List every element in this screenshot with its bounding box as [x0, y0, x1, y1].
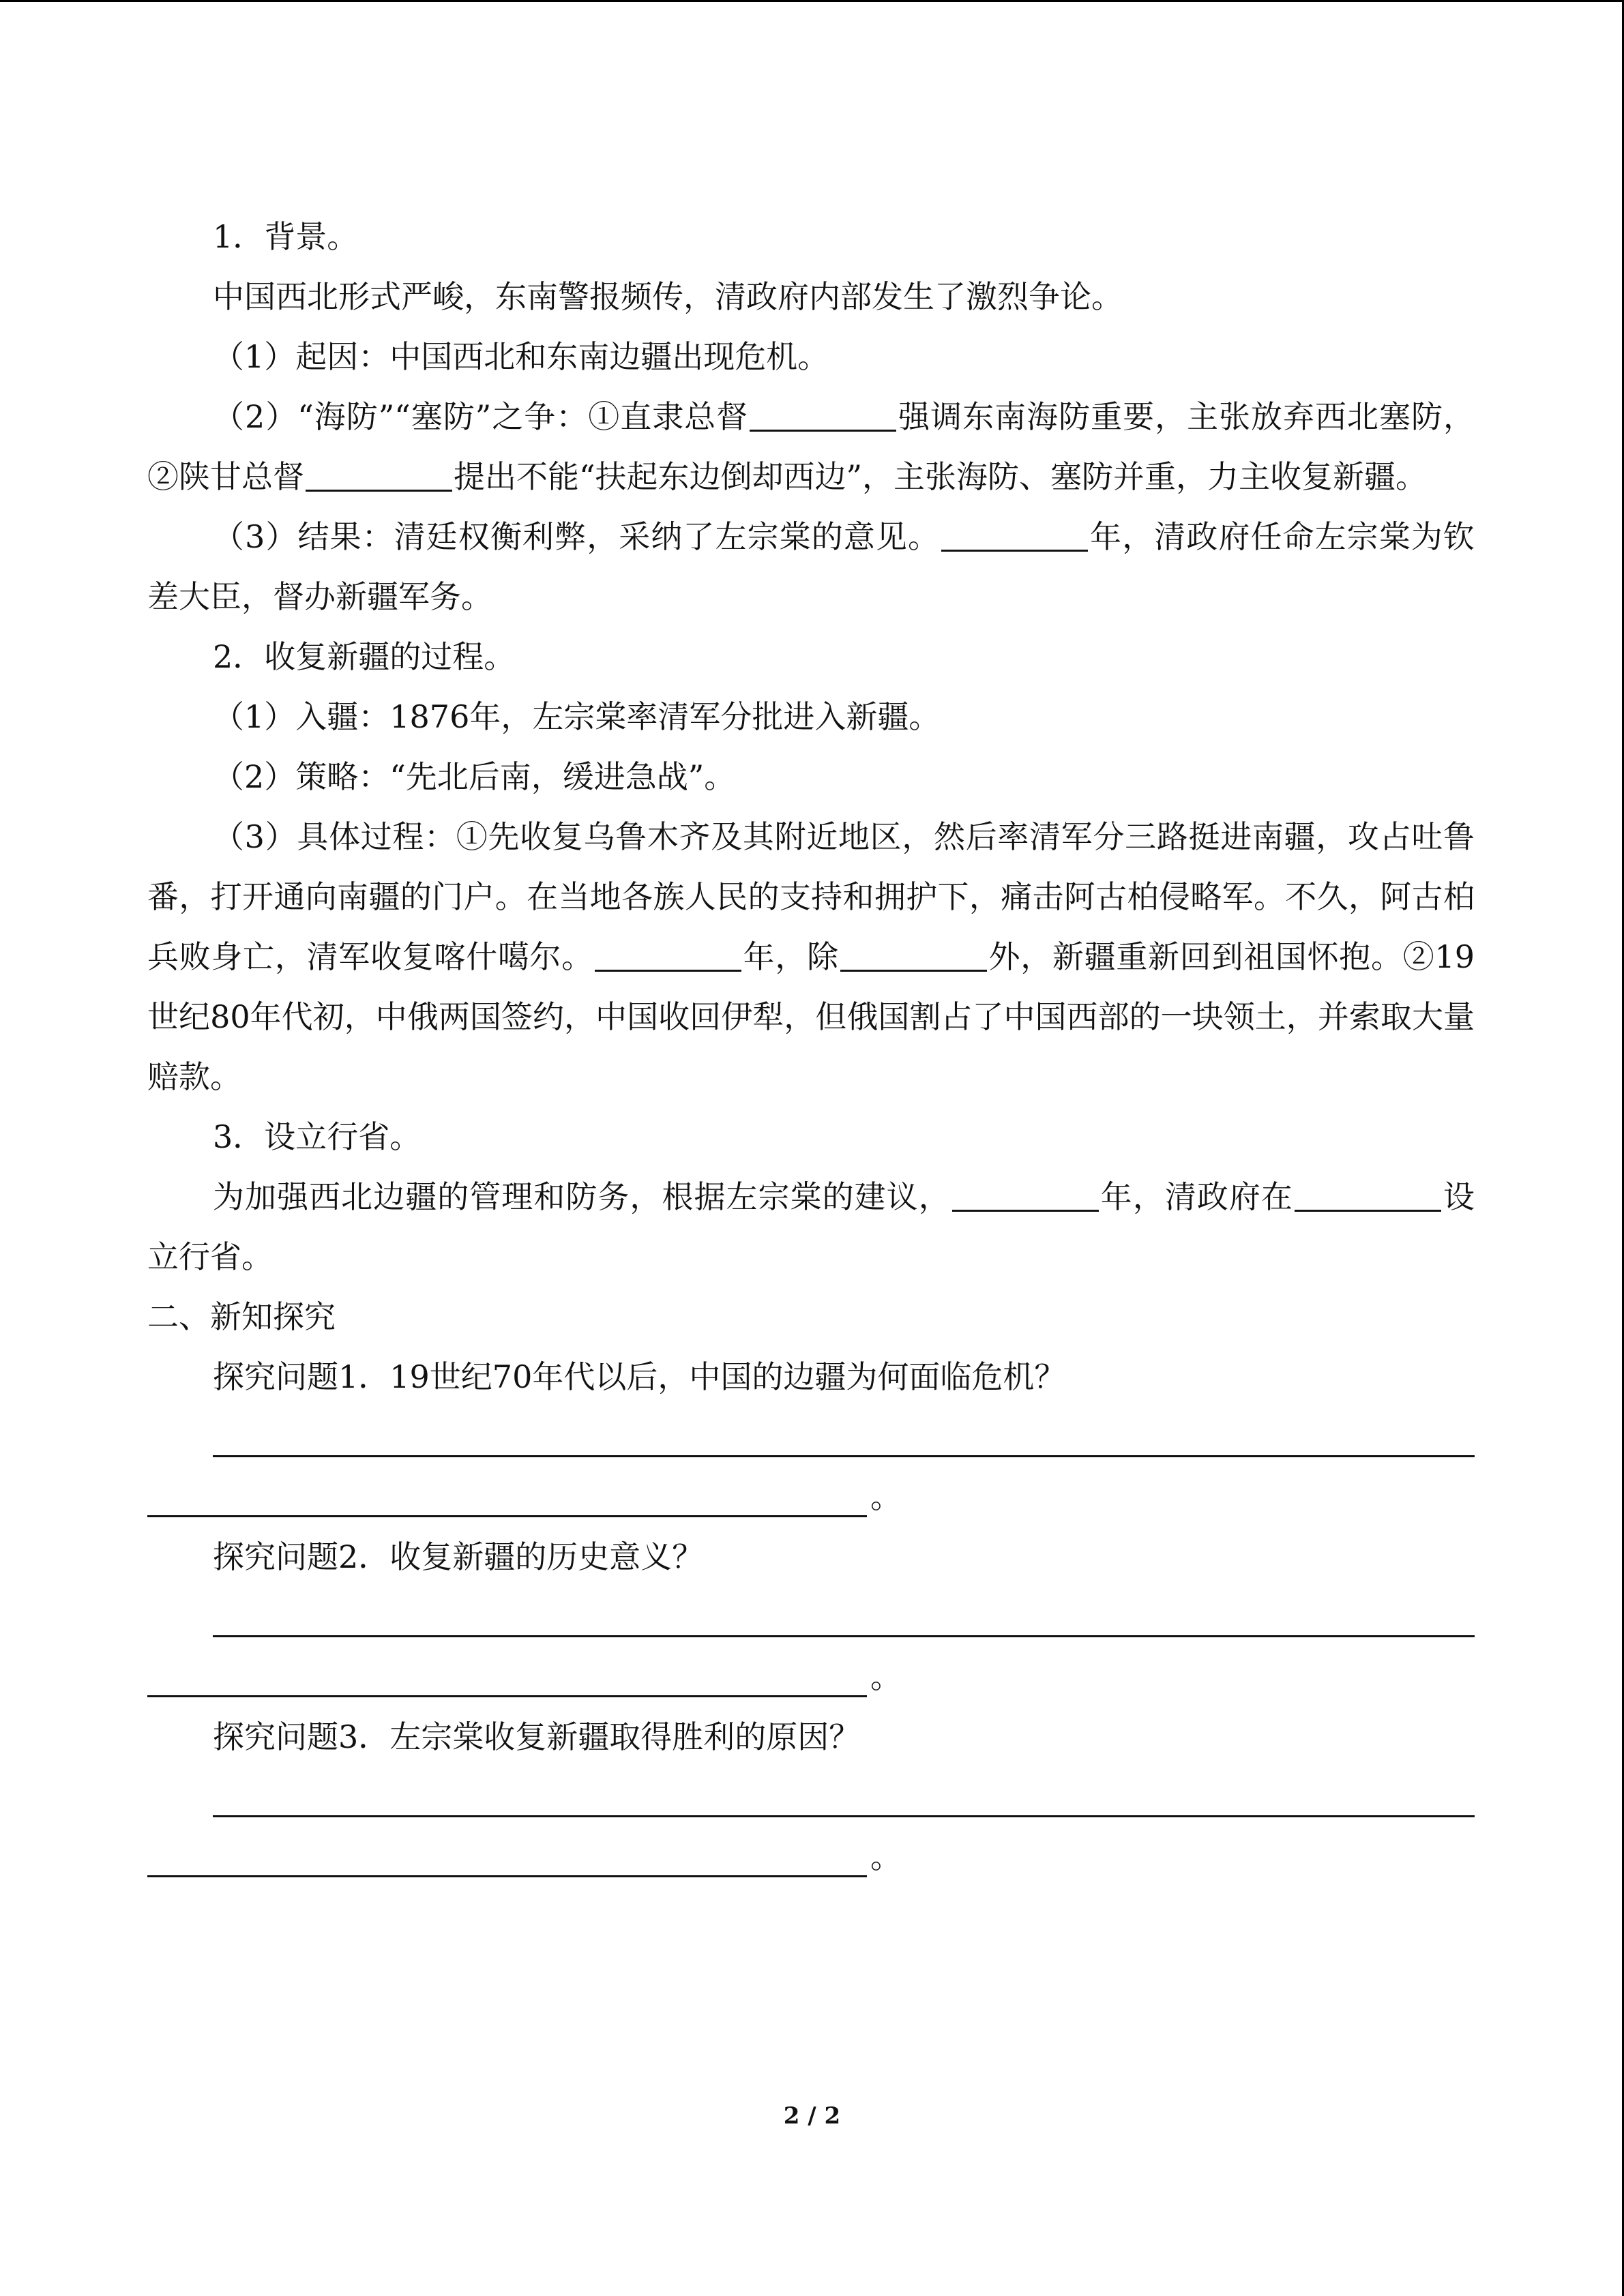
answer-line-3b[interactable]: 。 [147, 1827, 1475, 1887]
fill-blank-except-region[interactable] [840, 936, 987, 972]
background-intro: 中国西北形式严峻，东南警报频传，清政府内部发生了激烈争论。 [213, 278, 1123, 315]
part-heading-inquiry: 二、新知探究 [147, 1298, 336, 1335]
inquiry-question-1: 探究问题1．19世纪70年代以后，中国的边疆为何面临危机？ [213, 1358, 1066, 1395]
background-result: （3）结果：清廷权衡利弊，采纳了左宗棠的意见。 年，清政府任命左宗棠为钦差大臣，督办新疆军务。 [147, 507, 1475, 627]
fill-blank-shaangan-governor[interactable] [306, 456, 452, 492]
recovery-entry: （1）入疆：1876年，左宗棠率清军分批进入新疆。 [213, 698, 941, 735]
page-number: 2 / 2 [783, 2102, 841, 2130]
fill-blank-recovery-year[interactable] [595, 936, 741, 972]
inquiry-question-3: 探究问题3．左宗棠收复新疆取得胜利的原因？ [213, 1718, 861, 1755]
province-text: 为加强西北边疆的管理和防务，根据左宗棠的建议， 年，清政府在 设立行省。 [147, 1167, 1475, 1287]
answer-line-2b[interactable]: 。 [147, 1647, 1475, 1707]
recovery-process: （3）具体过程：①先收复乌鲁木齐及其附近地区，然后率清军分三路挺进南疆，攻占吐鲁番，打开通向南疆的门户。在当地各族人民的支持和拥护下，痛击阿古柏侵略军。不久，阿古柏兵败身亡，清军收复喀什噶尔。 年，除 外，新疆重新回到祖国怀抱。②19世纪80年代初，中俄两国签约，中国收回伊犁，但俄国割占了中国西部的一块领土，并索取大量赔款。 [147, 818, 1475, 1095]
fill-blank-province-year[interactable] [952, 1176, 1099, 1212]
recovery-strategy: （2）策略：“先北后南，缓进急战”。 [213, 758, 736, 795]
answer-line-1a[interactable] [147, 1407, 1475, 1467]
fill-blank-zhili-governor[interactable] [750, 396, 896, 432]
background-cause: （1）起因：中国西北和东南边疆出现危机。 [213, 338, 829, 375]
answer-line-1b[interactable]: 。 [147, 1467, 1475, 1527]
inquiry-question-2: 探究问题2．收复新疆的历史意义？ [213, 1538, 704, 1575]
worksheet-content [147, 207, 1475, 1887]
fill-blank-appointment-year[interactable] [941, 516, 1088, 552]
answer-line-3a[interactable] [147, 1767, 1475, 1827]
section-heading-province: 3．设立行省。 [213, 1118, 422, 1155]
section-heading-recovery: 2．收复新疆的过程。 [213, 638, 516, 675]
fill-blank-province-location[interactable] [1295, 1176, 1441, 1212]
answer-line-2a[interactable] [147, 1587, 1475, 1647]
background-debate: （2）“海防”“塞防”之争：①直隶总督 强调东南海防重要，主张放弃西北塞防，②陕甘总督 提出不能“扶起东边倒却西边”，主张海防、塞防并重，力主收复新疆。 [147, 387, 1475, 507]
section-heading-background: 1．背景。 [213, 218, 359, 255]
